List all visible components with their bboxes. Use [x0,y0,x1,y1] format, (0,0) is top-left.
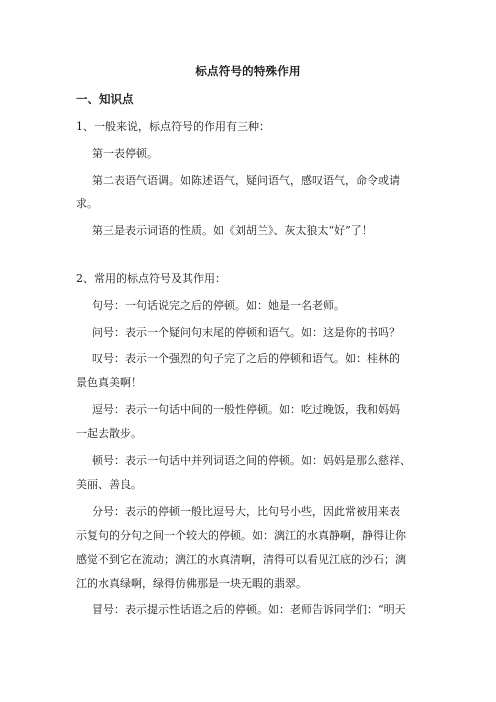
item1-paragraph-3: 第三是表示词语的性质。如《刘胡兰》、灰太狼太“好”了！ [92,224,373,237]
item2-intro: 2、常用的标点符号及其作用： [76,272,226,285]
item1-intro: 1、一般来说，标点符号的作用有三种： [76,120,270,133]
punctuation-fenhao-line-1: 分号：表示的停顿一般比逗号大，比句号小些，因此常被用来表 [92,505,400,518]
punctuation-dunhao-line-2: 美丽、善良。 [76,478,142,491]
punctuation-douhao-line-2: 一起去散步。 [76,427,142,440]
punctuation-maohao-line-1: 冒号：表示提示性话语之后的停顿。如：老师告诉同学们：“明天 [92,603,406,616]
punctuation-douhao-line-1: 逗号：表示一句话中间的一般性停顿。如：吃过晚饭，我和妈妈 [92,403,400,416]
item1-paragraph-1: 第一表停顿。 [92,147,158,160]
punctuation-tanhao-line-2: 景色真美啊！ [76,376,142,389]
punctuation-fenhao-line-2: 示复句的分句之间一个较大的停顿。如：漓江的水真静啊，静得让你 [76,529,406,542]
item1-paragraph-2-line-1: 第二表语气语调。如陈述语气，疑问语气，感叹语气，命令或请 [92,174,400,187]
item1-paragraph-2-line-2: 求。 [76,197,98,210]
punctuation-dunhao-line-1: 顿号：表示一句话中并列词语之间的停顿。如：妈妈是那么慈祥、 [92,454,411,467]
section-heading-knowledge-points: 一、知识点 [76,92,134,106]
punctuation-tanhao-line-1: 叹号：表示一个强烈的句子完了之后的停顿和语气。如：桂林的 [92,352,400,365]
punctuation-fenhao-line-3: 感觉不到它在流动；漓江的水真清啊，清得可以看见江底的沙石；漓 [76,553,406,566]
punctuation-fenhao-line-4: 江的水真绿啊，绿得仿佛那是一块无暇的翡翠。 [76,577,307,590]
punctuation-juhao: 句号：一句话说完之后的停顿。如：她是一名老师。 [92,299,345,312]
punctuation-wenhao: 问号：表示一个疑问句末尾的停顿和语气。如：这是你的书吗？ [92,326,400,339]
document-title: 标点符号的特殊作用 [195,64,301,78]
